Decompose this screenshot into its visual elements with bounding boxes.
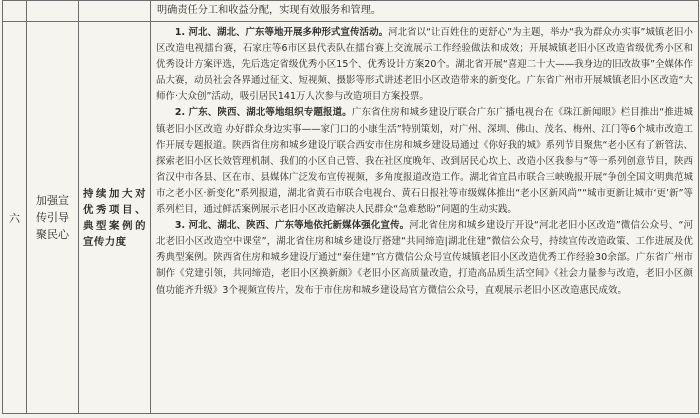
content-cell xyxy=(151,22,699,414)
category-line: 传引导 xyxy=(36,211,69,224)
paragraph-3 xyxy=(156,218,693,298)
category-line: 聚民心 xyxy=(36,228,69,241)
paragraph-2 xyxy=(156,105,693,218)
empty-cell xyxy=(79,1,151,22)
category-line: 加强宣 xyxy=(36,194,69,207)
previous-row-text: 明确责任分工和收益分配，实现有效服务和管理。 xyxy=(157,5,382,16)
empty-cell xyxy=(27,1,79,22)
previous-row-text-cell xyxy=(151,1,699,22)
paragraph-text: 广东省住房和城乡建设厅联合广东广播电视台在《珠江新闻眼》栏目推出“推进城镇老旧小区改造 办好群众身边实事——家门口的小康生活”特别策划，对广州、深圳、佛山、茂名、梅州、江门等6个城市改造工作开展专题报道。陕西省住房和城乡建设厅联合西安市住房和城乡建设局通过《你好我的城》系列节目聚焦“老小区有了新管法、探索老旧小区长效管理机制、我们的小区自己管、我在社区度晚年、改到居民心坎上、改造小区我参与”等一系列创意节目，陕西省汉中市各县、区在市、县媒体广泛发布宣传视频，多角度报道改造工作。湖北省宜昌市联合三峡晚报开展“争创全国文明典范城市之老小区·新变化”系列报道，湖北省黄石市联合电视台、黄石日报社等市级媒体推出“老小区新风尚”“城市更新让城市‘更’新”等系列栏目，通过鲜活案例展示老旧小区改造解决人民群众“急难愁盼”问题的生动实践。 xyxy=(156,107,693,216)
paragraph-1 xyxy=(156,25,693,105)
paragraph-heading: 3. 河北、湖北、陕西、广东等地依托新媒体强化宣传。 xyxy=(174,220,410,232)
empty-cell xyxy=(3,1,27,22)
table-row-six xyxy=(3,22,699,414)
policy-table xyxy=(2,0,699,414)
subcategory-cell: 持续加大对优秀项目、典型案例的宣传力度 xyxy=(79,22,151,414)
paragraph-text: 河北省住房和城乡建设厅开设“河北老旧小区改造”微信公众号、“河北老旧小区改造空中课堂”，湖北省住房和城乡建设厅搭建“共同缔造|湖北住建”微信公众号，持续宣传改造政策、工作进展及优秀典型案例。陕西省住房和城乡建设厅通过“秦住建”官方微信公众号宣传城镇老旧小区改造优秀工作经验30余部。广东省广州市制作《党建引领，共同缔造，老旧小区换新颜》《老旧小区高质量改造，打造高品质生活空间》《社会力量参与改造，老旧小区颜值功能齐升级》3个视频宣传片，发布于市住房和城乡建设局官方微信公众号，直观展示老旧小区改造惠民成效。 xyxy=(156,220,693,296)
row-number: 六 xyxy=(3,22,27,414)
paragraph-text: 河北省以“让百姓住的更舒心”为主题，举办“我为群众办实事”城镇老旧小区改造电视擂台赛，石家庄等6市区县代表队在擂台赛上交流展示工作经验做法和成效；开展城镇老旧小区改造省级优秀小区和优秀设计方案评选，先后选定省级优秀小区15个、优秀设计方案20个。湖北省开展“喜迎二十大——我身边的旧改故事”全媒体作品大赛，动员社会各界通过征文、短视频、摄影等形式讲述老旧小区改造带来的新变化。广东省广州市开展城镇老旧小区改造“大师作·大众创”活动，吸引居民141万人次参与改造项目方案投票。 xyxy=(156,27,693,103)
category-cell xyxy=(27,22,79,414)
paragraph-heading: 2. 广东、陕西、湖北等地组织专题报道。 xyxy=(174,107,352,119)
table-row-previous xyxy=(3,1,699,22)
paragraph-heading: 1. 河北、湖北、广东等地开展多种形式宣传活动。 xyxy=(174,27,389,38)
